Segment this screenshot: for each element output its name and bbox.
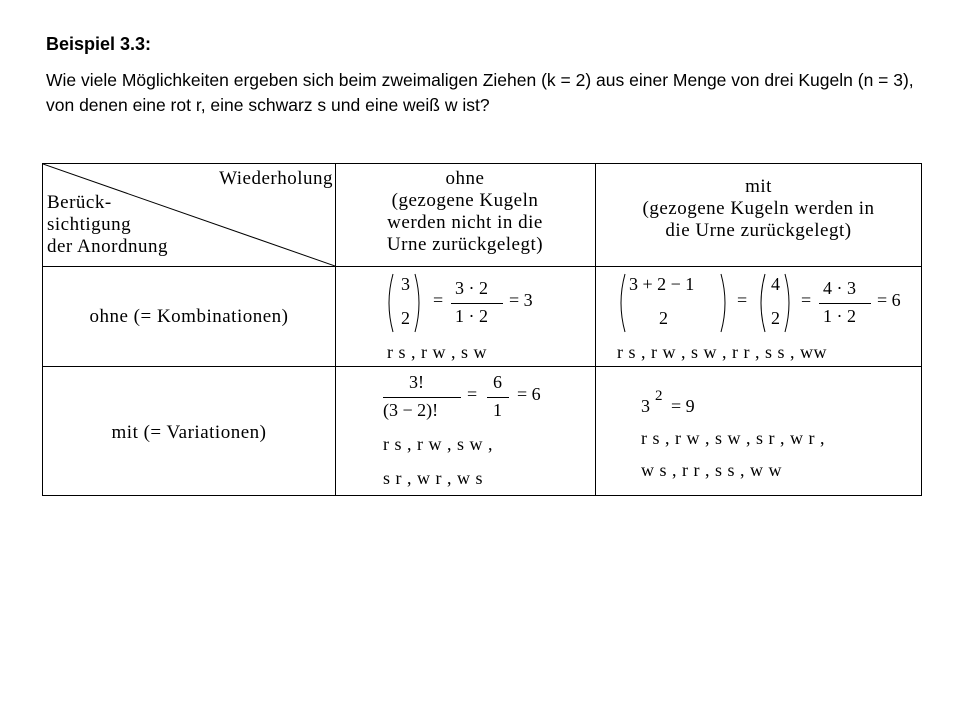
result: = 6	[517, 384, 541, 404]
left-paren-icon	[755, 272, 767, 334]
mit-header-line-2: (gezogene Kugeln werden in	[642, 198, 875, 219]
row-divider-1	[43, 266, 921, 267]
problem-statement: Wie viele Möglichkeiten ergeben sich beim zweimaligen Ziehen (k = 2) aus einer Menge von drei Kugeln (n = 3), von denen eine rot r, eine schwarz s und eine weiß w ist?	[46, 70, 914, 115]
right-paren-icon	[783, 272, 795, 334]
equals-sign: =	[433, 290, 444, 310]
ohne-header-line-2: (gezogene Kugeln	[391, 190, 539, 211]
ohne-header-line-1: ohne	[445, 168, 485, 189]
result: = 9	[671, 396, 695, 416]
corner-line-2: sichtigung	[47, 214, 132, 235]
corner-wiederholung-label: Wiederholung	[219, 168, 333, 189]
row-header-kombinationen: ohne (= Kombinationen)	[89, 306, 289, 327]
result: = 3	[509, 290, 533, 310]
variation-mit-outcomes-2: w s , r r , s s , w w	[641, 460, 782, 480]
kombination-mit-formula	[615, 272, 915, 342]
fraction2-denominator: 1	[493, 400, 502, 420]
power-exponent: 2	[655, 388, 663, 404]
corner-anordnung-label	[47, 192, 247, 258]
fraction1-numerator: 3!	[409, 372, 424, 392]
fraction-denominator: 1 · 2	[455, 306, 488, 326]
equals-sign: =	[467, 384, 478, 404]
fraction2-numerator: 6	[493, 372, 502, 392]
variation-mit-outcomes-1: r s , r w , s w , s r , w r ,	[641, 428, 825, 448]
row-divider-2	[43, 366, 921, 367]
corner-line-3: der Anordnung	[47, 236, 169, 257]
ohne-header-line-4: Urne zurückgelegt)	[386, 234, 544, 255]
left-paren-icon	[615, 272, 627, 334]
result: = 6	[877, 290, 901, 310]
mit-header-line-3: die Urne zurückgelegt)	[665, 220, 852, 241]
column-header-mit	[596, 176, 921, 242]
fraction-numerator: 4 · 3	[823, 278, 856, 298]
mit-header-line-1: mit	[745, 176, 772, 197]
binom-top: 3	[401, 274, 410, 294]
kombination-ohne-outcomes: r s , r w , s w	[387, 342, 487, 362]
power-base: 3	[641, 396, 650, 416]
fraction-numerator: 3 · 2	[455, 278, 488, 298]
binom2-top: 4	[771, 274, 780, 294]
ohne-header-line-3: werden nicht in die	[387, 212, 543, 233]
right-paren-icon	[719, 272, 731, 334]
fraction-denominator: 1 · 2	[823, 306, 856, 326]
column-header-ohne	[335, 168, 595, 256]
binom1-top: 3 + 2 − 1	[629, 274, 695, 294]
variation-mit-formula	[641, 390, 841, 420]
example-title: Beispiel 3.3:	[46, 34, 152, 54]
row-header-variationen: mit (= Variationen)	[111, 422, 267, 443]
binom1-bottom: 2	[659, 308, 668, 328]
corner-line-1: Berück-	[47, 192, 112, 213]
kombination-mit-outcomes: r s , r w , s w , r r , s s , ww	[617, 342, 827, 362]
fraction1-denominator: (3 − 2)!	[383, 400, 439, 420]
fraction2-bar	[487, 397, 509, 398]
equals-sign-2: =	[801, 290, 812, 310]
fraction1-bar	[383, 397, 461, 398]
binom2-bottom: 2	[771, 308, 780, 328]
kombination-ohne-formula	[383, 272, 583, 342]
binom-bottom: 2	[401, 308, 410, 328]
equals-sign-1: =	[737, 290, 748, 310]
fraction-bar	[451, 303, 503, 304]
variation-ohne-outcomes-2: s r , w r , w s	[383, 468, 483, 488]
right-paren-icon	[413, 272, 425, 334]
left-paren-icon	[383, 272, 395, 334]
variation-ohne-formula	[379, 370, 589, 430]
variation-ohne-outcomes-1: r s , r w , s w ,	[383, 434, 493, 454]
combinatorics-table	[42, 163, 922, 496]
fraction-bar	[819, 303, 871, 304]
